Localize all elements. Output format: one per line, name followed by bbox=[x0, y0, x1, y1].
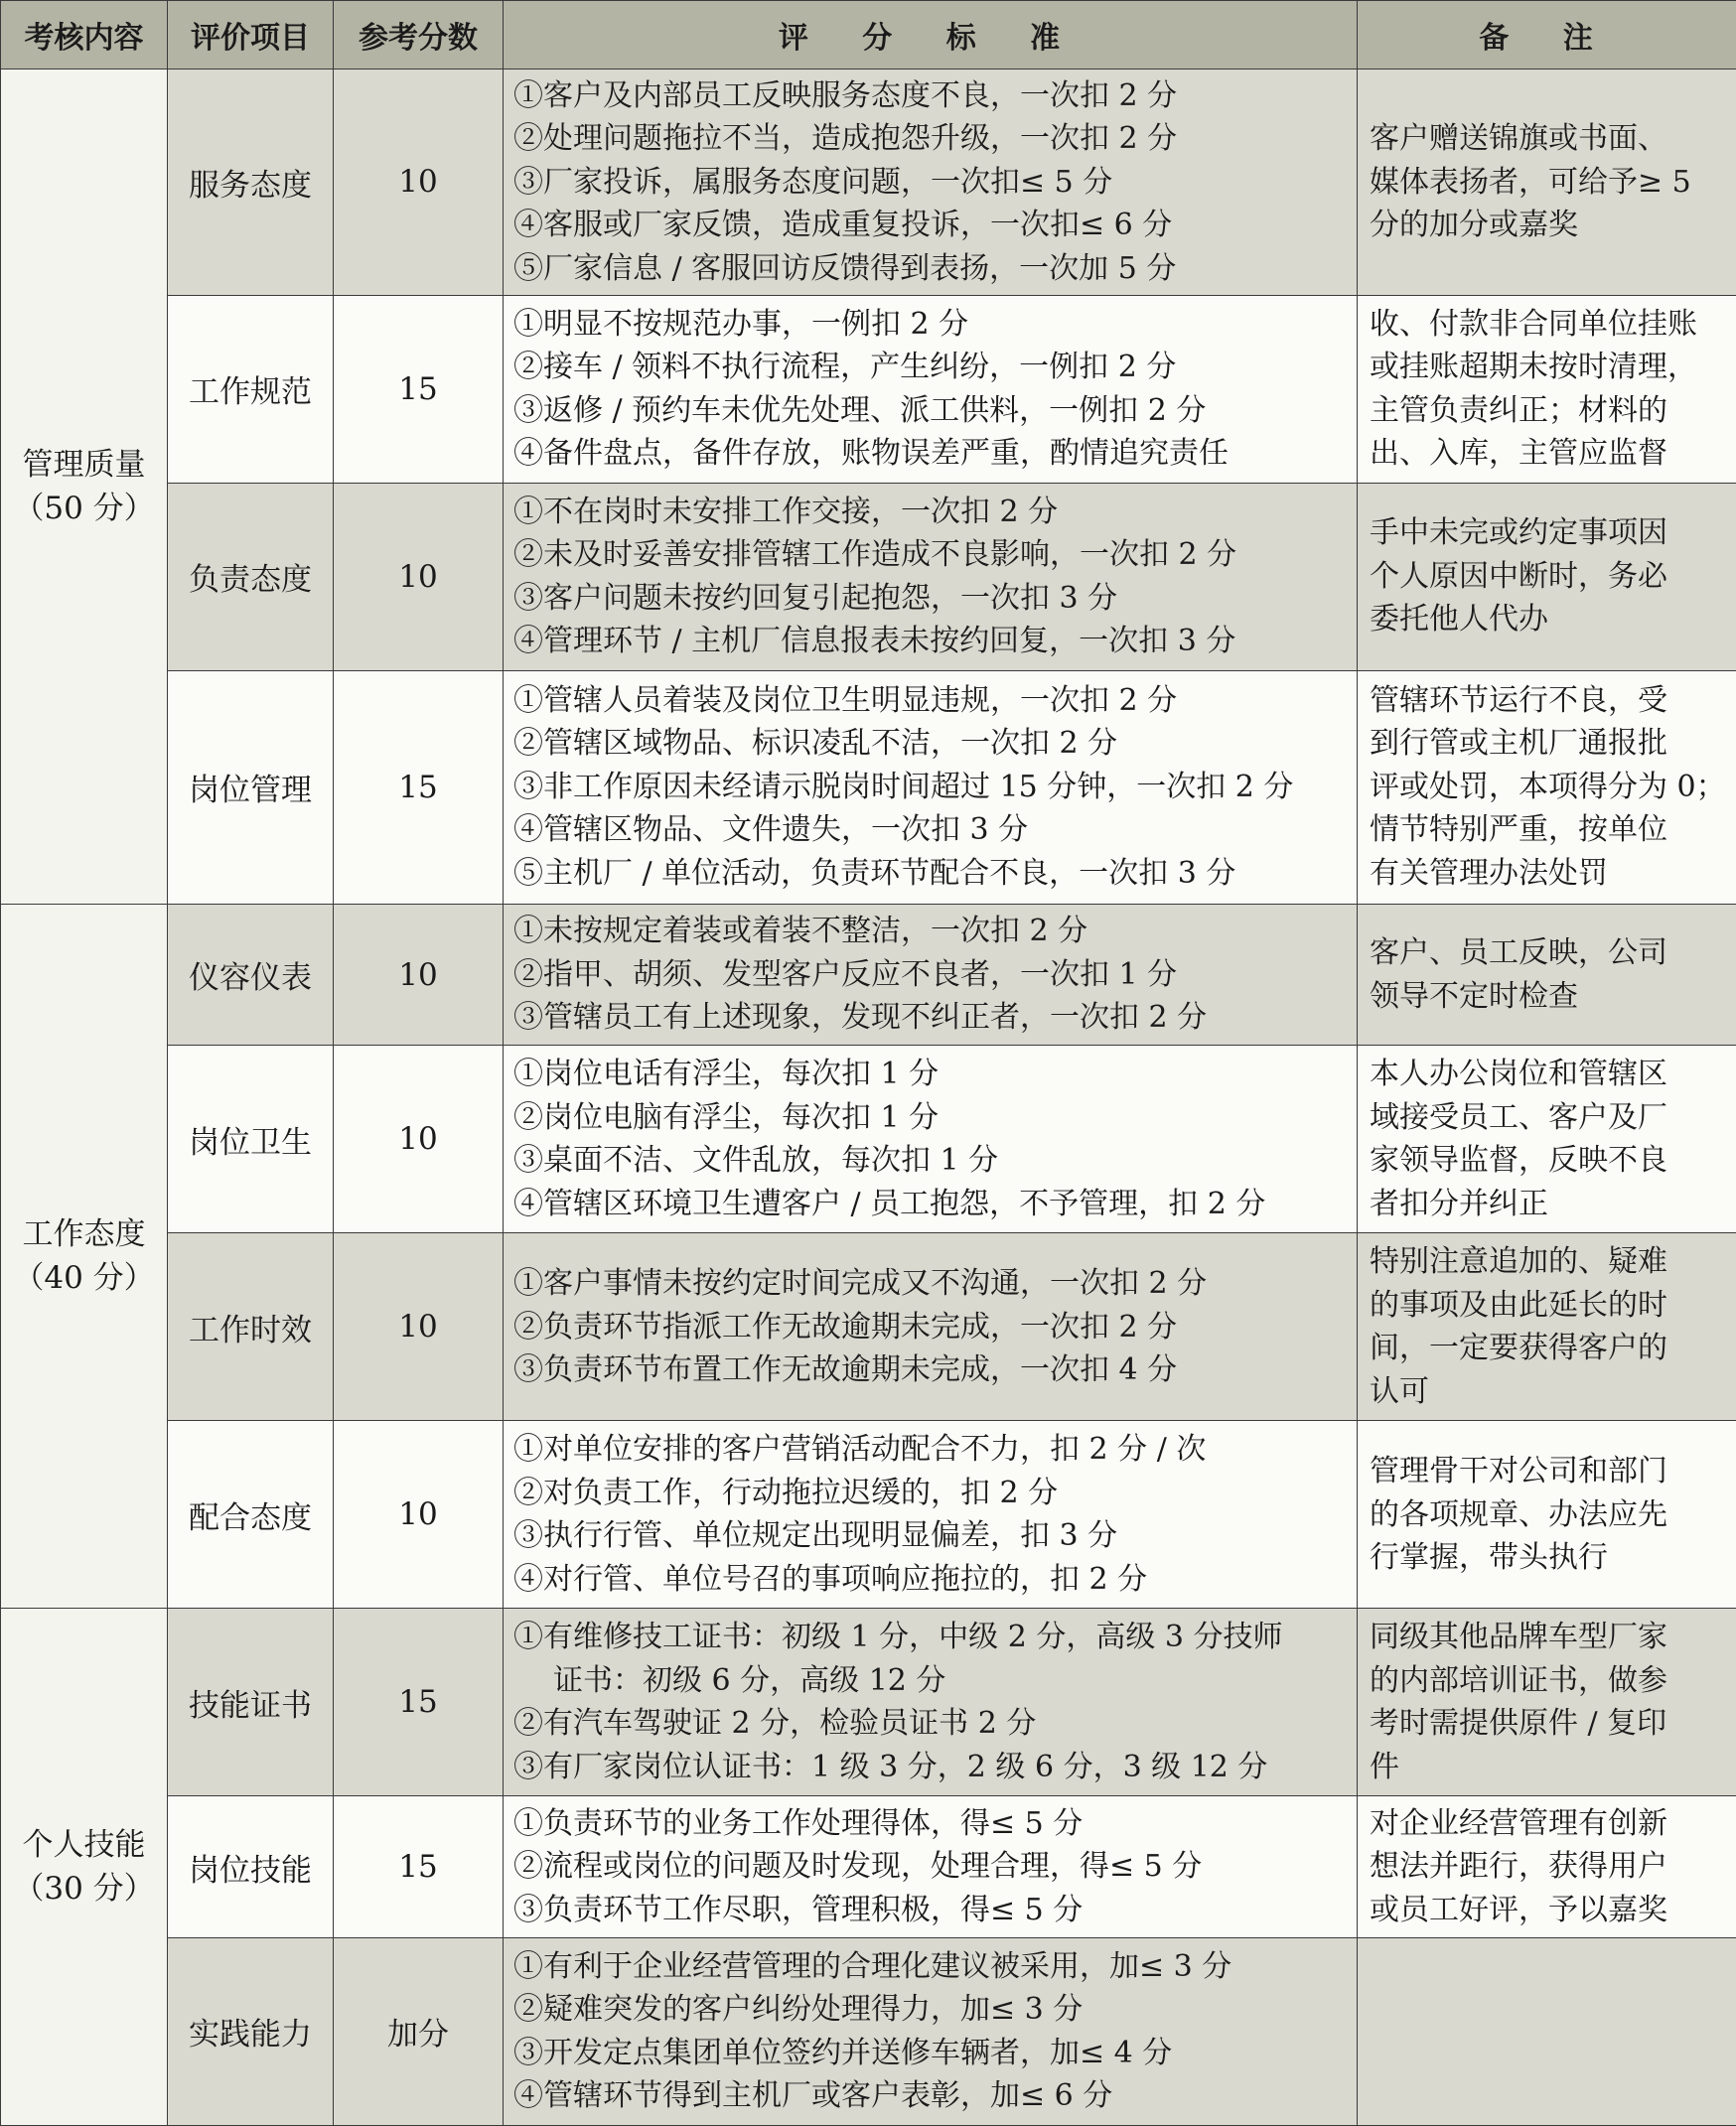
group-name: 个人技能 bbox=[22, 1827, 146, 1864]
note-line: 出、入库，主管应监督 bbox=[1370, 436, 1667, 472]
criteria-line: ④对行管、单位号召的事项响应拖拉的，扣 2 分 bbox=[513, 1561, 1148, 1597]
note-line: 想法并距行，获得用户 bbox=[1370, 1849, 1667, 1885]
criteria-line: ③执行行管、单位规定出现明显偏差，扣 3 分 bbox=[513, 1518, 1118, 1554]
criteria-line: ②流程或岗位的问题及时发现，处理合理，得≤ 5 分 bbox=[513, 1849, 1203, 1885]
note-cell bbox=[1358, 1233, 1736, 1421]
criteria-cell bbox=[504, 70, 1358, 296]
group-cell bbox=[1, 1609, 168, 2126]
header-criteria: 评 分 标 准 bbox=[504, 1, 1358, 70]
note-cell bbox=[1358, 70, 1736, 296]
criteria-line: ③有厂家岗位认证书：1 级 3 分，2 级 6 分，3 级 12 分 bbox=[513, 1749, 1268, 1784]
note-line: 或员工好评，予以嘉奖 bbox=[1370, 1892, 1667, 1927]
note-line: 间，一定要获得客户的 bbox=[1370, 1331, 1667, 1366]
note-line: 件 bbox=[1370, 1749, 1399, 1784]
criteria-cell bbox=[504, 670, 1358, 904]
note-line: 域接受员工、客户及厂 bbox=[1370, 1099, 1667, 1135]
criteria-line: ②对负责工作，行动拖拉迟缓的，扣 2 分 bbox=[513, 1475, 1059, 1510]
item-name: 实践能力 bbox=[168, 1937, 334, 2125]
note-cell bbox=[1358, 1421, 1736, 1609]
note-line: 特别注意追加的、疑难 bbox=[1370, 1244, 1667, 1280]
item-name: 负责态度 bbox=[168, 483, 334, 670]
item-score: 10 bbox=[334, 904, 504, 1046]
item-score: 15 bbox=[334, 295, 504, 483]
note-cell bbox=[1358, 1796, 1736, 1938]
criteria-line: ③开发定点集团单位签约并送修车辆者，加≤ 4 分 bbox=[513, 2035, 1173, 2070]
note-line: 收、付款非合同单位挂账 bbox=[1370, 306, 1697, 342]
header-item: 评价项目 bbox=[168, 1, 334, 70]
note-line: 或挂账超期未按时清理， bbox=[1370, 350, 1697, 385]
group-points: （50 分） bbox=[13, 490, 155, 526]
criteria-line: ②有汽车驾驶证 2 分，检验员证书 2 分 bbox=[513, 1706, 1037, 1742]
criteria-line: ②接车 / 领料不执行流程，产生纠纷，一例扣 2 分 bbox=[513, 350, 1177, 385]
criteria-line: ④备件盘点，备件存放，账物误差严重，酌情追究责任 bbox=[513, 436, 1229, 472]
note-line: 的内部培训证书，做参 bbox=[1370, 1662, 1667, 1698]
note-line: 同级其他品牌车型厂家 bbox=[1370, 1620, 1667, 1655]
criteria-line: ①客户事情未按约定时间完成又不沟通，一次扣 2 分 bbox=[513, 1266, 1208, 1302]
criteria-line: ④管理环节 / 主机厂信息报表未按约回复，一次扣 3 分 bbox=[513, 624, 1236, 659]
note-line: 对企业经营管理有创新 bbox=[1370, 1805, 1667, 1841]
note-cell bbox=[1358, 904, 1736, 1046]
criteria-line: ④管辖环节得到主机厂或客户表彰，加≤ 6 分 bbox=[513, 2078, 1113, 2114]
criteria-line: ①明显不按规范办事，一例扣 2 分 bbox=[513, 306, 969, 342]
criteria-line: ①管辖人员着装及岗位卫生明显违规，一次扣 2 分 bbox=[513, 682, 1178, 718]
criteria-line: ①未按规定着装或着装不整洁，一次扣 2 分 bbox=[513, 914, 1088, 949]
note-cell bbox=[1358, 1609, 1736, 1796]
criteria-line: ⑤主机厂 / 单位活动，负责环节配合不良，一次扣 3 分 bbox=[513, 855, 1236, 891]
note-line: 管辖环节运行不良，受 bbox=[1370, 682, 1667, 718]
note-line: 媒体表扬者，可给予≥ 5 bbox=[1370, 164, 1691, 200]
header-row bbox=[1, 1, 1736, 70]
criteria-line: ③桌面不洁、文件乱放，每次扣 1 分 bbox=[513, 1143, 999, 1179]
table-row bbox=[1, 670, 1736, 904]
item-name: 岗位卫生 bbox=[168, 1046, 334, 1233]
note-line: 管理骨干对公司和部门 bbox=[1370, 1454, 1667, 1489]
note-cell bbox=[1358, 670, 1736, 904]
table-row bbox=[1, 483, 1736, 670]
item-name: 岗位技能 bbox=[168, 1796, 334, 1938]
criteria-line: ③厂家投诉，属服务态度问题，一次扣≤ 5 分 bbox=[513, 164, 1113, 200]
item-name: 仪容仪表 bbox=[168, 904, 334, 1046]
criteria-line: ①有维修技工证书：初级 1 分，中级 2 分，高级 3 分技师 bbox=[513, 1620, 1283, 1655]
item-score: 10 bbox=[334, 1421, 504, 1609]
note-line: 的各项规章、办法应先 bbox=[1370, 1496, 1667, 1532]
table-row bbox=[1, 1046, 1736, 1233]
note-line: 客户赠送锦旗或书面、 bbox=[1370, 121, 1667, 157]
group-name: 工作态度 bbox=[22, 1216, 146, 1253]
table-row bbox=[1, 1609, 1736, 1796]
table-row bbox=[1, 70, 1736, 296]
item-score: 10 bbox=[334, 1046, 504, 1233]
criteria-line: ②疑难突发的客户纠纷处理得力，加≤ 3 分 bbox=[513, 1992, 1084, 2028]
note-line: 的事项及由此延长的时 bbox=[1370, 1287, 1667, 1323]
item-score: 10 bbox=[334, 70, 504, 296]
criteria-line: ④管辖区物品、文件遗失，一次扣 3 分 bbox=[513, 812, 1029, 848]
table-row bbox=[1, 1233, 1736, 1421]
criteria-line: ①负责环节的业务工作处理得体，得≤ 5 分 bbox=[513, 1805, 1084, 1841]
note-line: 者扣分并纠正 bbox=[1370, 1186, 1548, 1221]
criteria-line: ②未及时妥善安排管辖工作造成不良影响，一次扣 2 分 bbox=[513, 537, 1237, 573]
note-line: 到行管或主机厂通报批 bbox=[1370, 726, 1667, 762]
criteria-line: ①岗位电话有浮尘，每次扣 1 分 bbox=[513, 1057, 940, 1092]
item-score: 15 bbox=[334, 1796, 504, 1938]
note-line: 有关管理办法处罚 bbox=[1370, 855, 1608, 891]
table-row bbox=[1, 1937, 1736, 2125]
note-cell bbox=[1358, 1937, 1736, 2125]
note-line: 领导不定时检查 bbox=[1370, 978, 1578, 1014]
item-name: 配合态度 bbox=[168, 1421, 334, 1609]
item-name: 技能证书 bbox=[168, 1609, 334, 1796]
table-row bbox=[1, 295, 1736, 483]
criteria-cell bbox=[504, 1609, 1358, 1796]
note-line: 手中未完或约定事项因 bbox=[1370, 515, 1667, 551]
criteria-line: ③返修 / 预约车未优先处理、派工供料，一例扣 2 分 bbox=[513, 392, 1207, 428]
criteria-line: 证书：初级 6 分，高级 12 分 bbox=[553, 1662, 946, 1698]
item-score: 10 bbox=[334, 1233, 504, 1421]
note-line: 主管负责纠正；材料的 bbox=[1370, 392, 1667, 428]
item-name: 服务态度 bbox=[168, 70, 334, 296]
criteria-line: ②岗位电脑有浮尘，每次扣 1 分 bbox=[513, 1099, 940, 1135]
criteria-line: ②管辖区域物品、标识凌乱不洁，一次扣 2 分 bbox=[513, 726, 1118, 762]
criteria-line: ③负责环节布置工作无故逾期未完成，一次扣 4 分 bbox=[513, 1352, 1178, 1388]
item-name: 岗位管理 bbox=[168, 670, 334, 904]
note-line: 认可 bbox=[1370, 1373, 1429, 1409]
table-row bbox=[1, 1421, 1736, 1609]
criteria-line: ②指甲、胡须、发型客户反应不良者，一次扣 1 分 bbox=[513, 956, 1178, 992]
note-line: 本人办公岗位和管辖区 bbox=[1370, 1057, 1667, 1092]
criteria-line: ②负责环节指派工作无故逾期未完成，一次扣 2 分 bbox=[513, 1309, 1178, 1345]
criteria-line: ③客户问题未按约回复引起抱怨，一次扣 3 分 bbox=[513, 580, 1118, 616]
note-line: 评或处罚，本项得分为 0； bbox=[1370, 769, 1726, 804]
header-score: 参考分数 bbox=[334, 1, 504, 70]
criteria-line: ③负责环节工作尽职，管理积极，得≤ 5 分 bbox=[513, 1892, 1084, 1927]
criteria-line: ③管辖员工有上述现象，发现不纠正者，一次扣 2 分 bbox=[513, 1000, 1208, 1036]
criteria-line: ④管辖区环境卫生遭客户 / 员工抱怨，不予管理，扣 2 分 bbox=[513, 1186, 1266, 1221]
table-row bbox=[1, 904, 1736, 1046]
header-note: 备 注 bbox=[1358, 1, 1736, 70]
note-cell bbox=[1358, 483, 1736, 670]
criteria-cell bbox=[504, 1421, 1358, 1609]
group-cell bbox=[1, 904, 168, 1609]
item-score: 15 bbox=[334, 670, 504, 904]
item-score: 10 bbox=[334, 483, 504, 670]
header-content: 考核内容 bbox=[1, 1, 168, 70]
note-line: 委托他人代办 bbox=[1370, 602, 1548, 638]
criteria-cell bbox=[504, 904, 1358, 1046]
criteria-line: ③非工作原因未经请示脱岗时间超过 15 分钟，一次扣 2 分 bbox=[513, 769, 1294, 804]
group-name: 管理质量 bbox=[22, 446, 146, 483]
note-cell bbox=[1358, 1046, 1736, 1233]
table-row bbox=[1, 1796, 1736, 1938]
criteria-line: ②处理问题拖拉不当，造成抱怨升级，一次扣 2 分 bbox=[513, 121, 1178, 157]
note-line: 分的加分或嘉奖 bbox=[1370, 208, 1578, 243]
criteria-line: ①有利于企业经营管理的合理化建议被采用，加≤ 3 分 bbox=[513, 1948, 1232, 1984]
note-line: 考时需提供原件 / 复印 bbox=[1370, 1706, 1667, 1742]
note-line: 行掌握，带头执行 bbox=[1370, 1540, 1608, 1576]
criteria-line: ④客服或厂家反馈，造成重复投诉，一次扣≤ 6 分 bbox=[513, 208, 1173, 243]
note-line: 个人原因中断时，务必 bbox=[1370, 558, 1667, 594]
criteria-cell bbox=[504, 1046, 1358, 1233]
item-name: 工作时效 bbox=[168, 1233, 334, 1421]
criteria-line: ①对单位安排的客户营销活动配合不力，扣 2 分 / 次 bbox=[513, 1432, 1207, 1468]
group-points: （30 分） bbox=[13, 1871, 155, 1908]
criteria-cell bbox=[504, 483, 1358, 670]
note-line: 家领导监督，反映不良 bbox=[1370, 1143, 1667, 1179]
criteria-line: ①客户及内部员工反映服务态度不良，一次扣 2 分 bbox=[513, 77, 1178, 113]
note-line: 情节特别严重，按单位 bbox=[1370, 812, 1667, 848]
note-line: 客户、员工反映，公司 bbox=[1370, 935, 1667, 971]
group-cell bbox=[1, 70, 168, 905]
criteria-cell bbox=[504, 1233, 1358, 1421]
criteria-cell bbox=[504, 1937, 1358, 2125]
criteria-cell bbox=[504, 295, 1358, 483]
note-cell bbox=[1358, 295, 1736, 483]
criteria-line: ⑤厂家信息 / 客服回访反馈得到表扬，一次加 5 分 bbox=[513, 250, 1177, 286]
criteria-cell bbox=[504, 1796, 1358, 1938]
criteria-line: ①不在岗时未安排工作交接，一次扣 2 分 bbox=[513, 494, 1059, 529]
item-score: 加分 bbox=[334, 1937, 504, 2125]
group-points: （40 分） bbox=[13, 1260, 155, 1297]
item-name: 工作规范 bbox=[168, 295, 334, 483]
item-score: 15 bbox=[334, 1609, 504, 1796]
